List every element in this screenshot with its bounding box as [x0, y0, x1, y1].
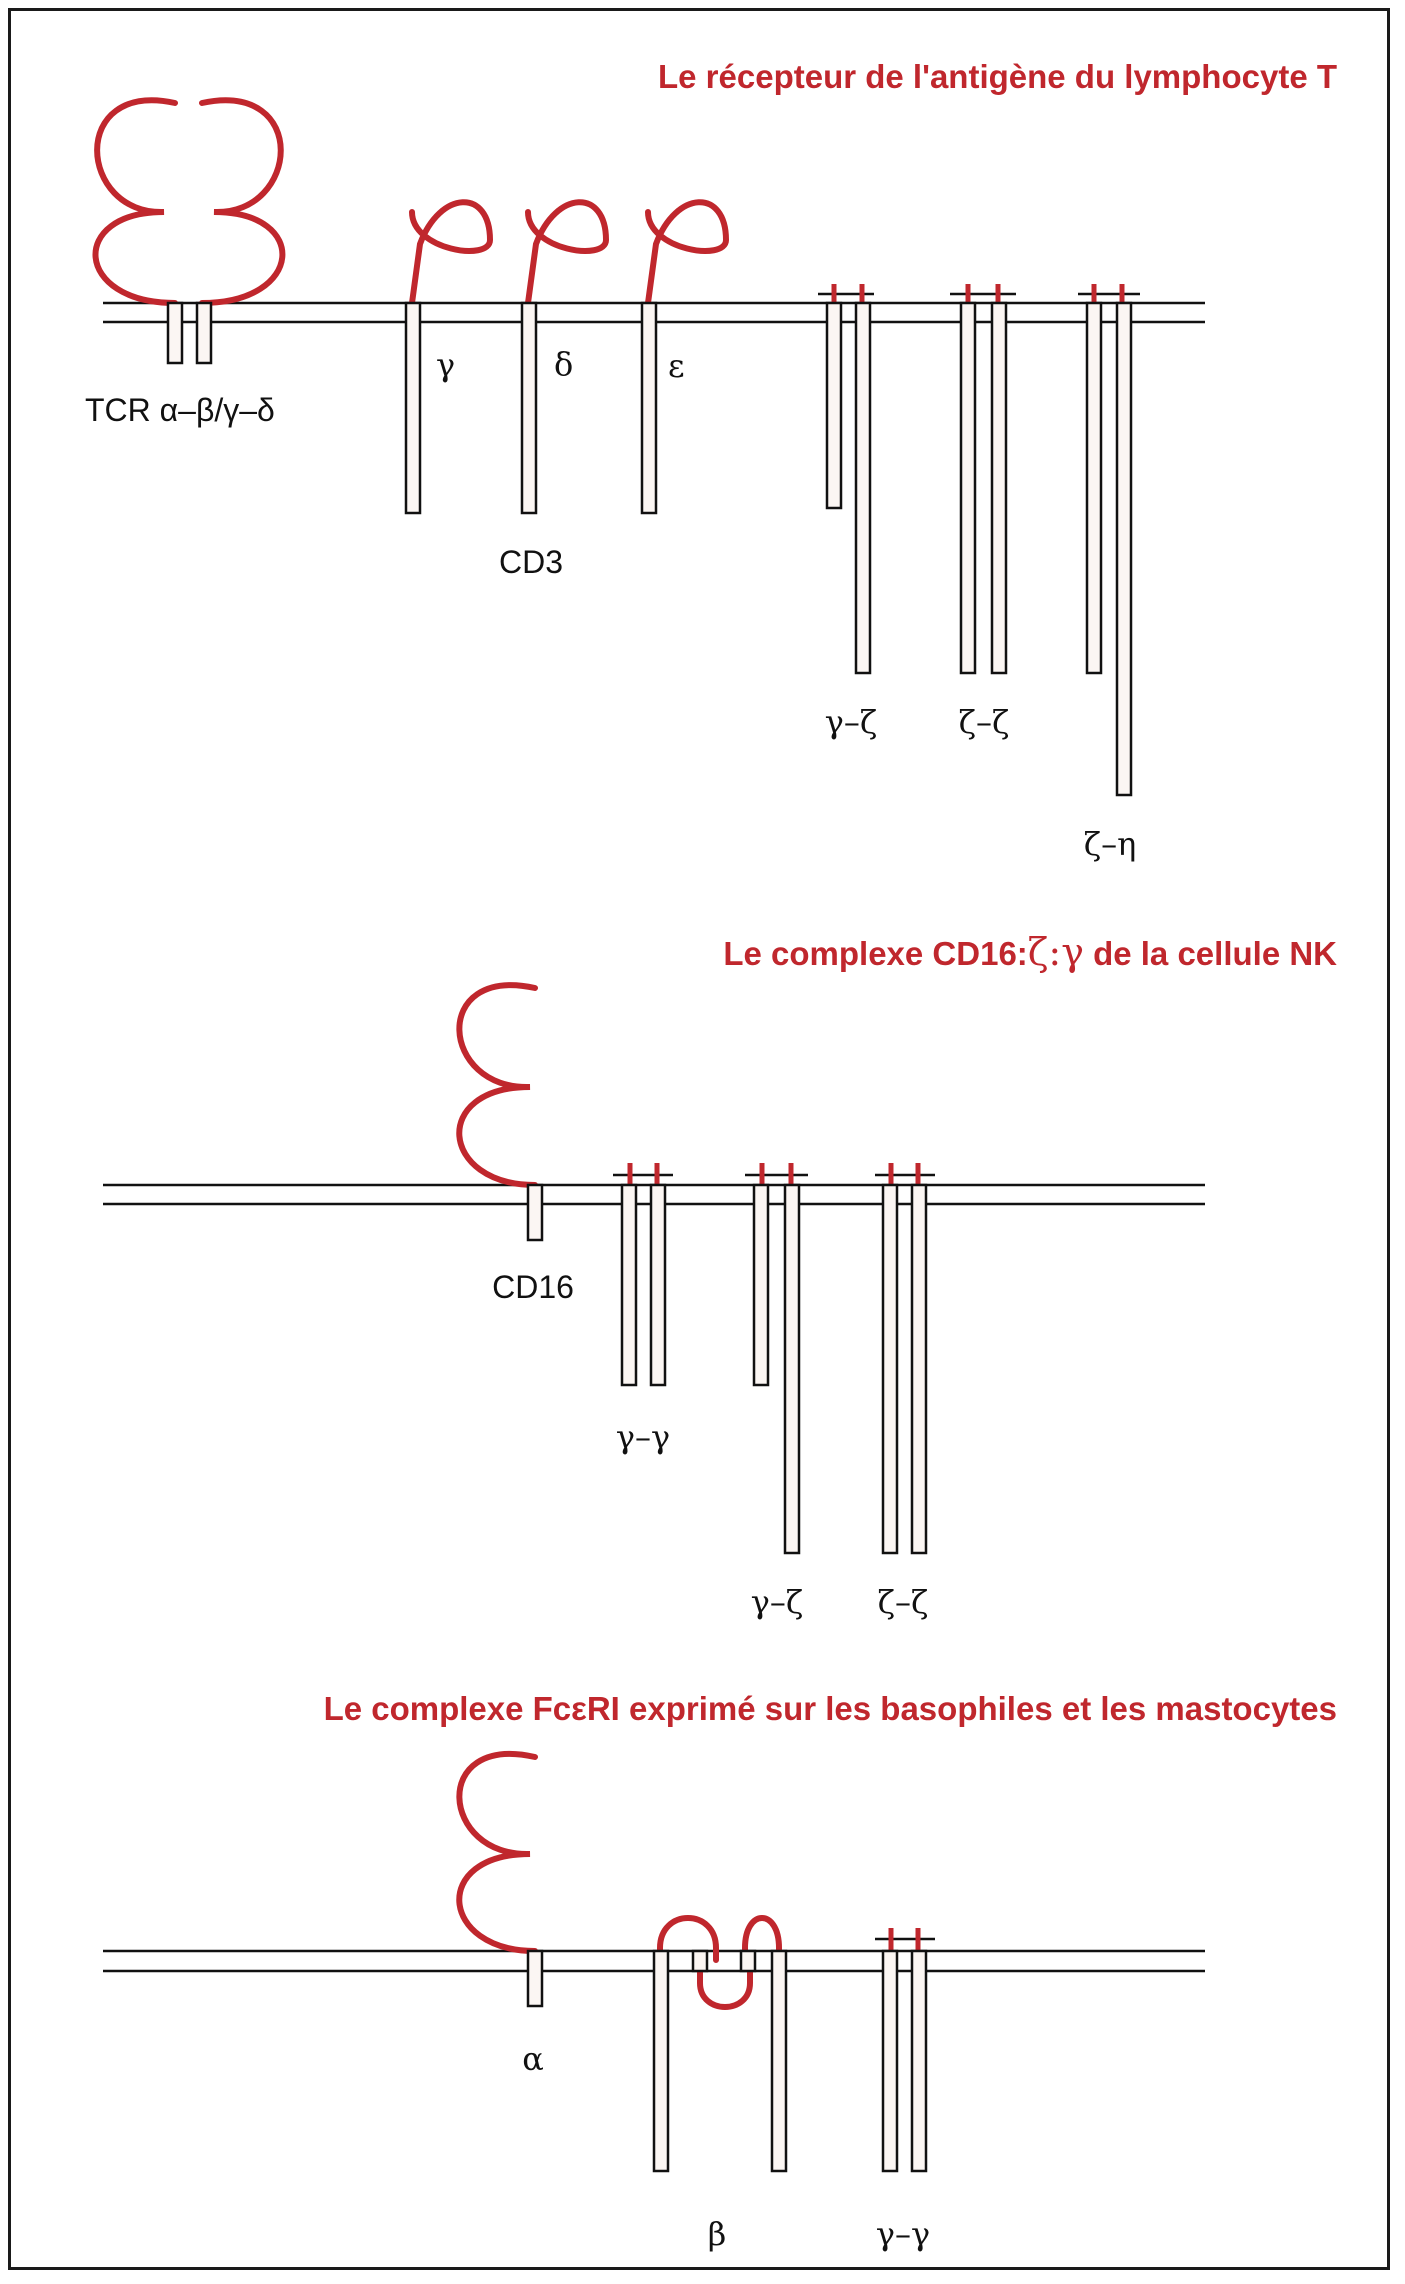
- cd3-delta-chain: [522, 303, 536, 513]
- fceri-beta-label: β: [707, 2215, 727, 2253]
- tcr-zeta-zeta-dimer: [950, 284, 1016, 673]
- fceri-alpha-ig-domains: [459, 1754, 535, 1951]
- fceri-gamma-gamma-label: γ–γ: [875, 2215, 931, 2253]
- tcr-alpha-chain: [168, 303, 182, 363]
- cd16-chain: [528, 1185, 542, 1240]
- tcr-zeta-zeta-label: ζ–ζ: [958, 703, 1010, 741]
- cd16-ig-domains: [459, 985, 535, 1185]
- gamma-chain: [622, 1185, 636, 1385]
- fceri-section-title: Le complexe FcεRI exprimé sur les basophiles et les mastocytes: [323, 1690, 1337, 1727]
- zeta-chain: [961, 303, 975, 673]
- fceri-alpha-chain: [528, 1951, 542, 2006]
- fceri-beta-chain-group: [654, 1918, 786, 2171]
- zeta-chain: [883, 1185, 897, 1553]
- zeta-chain: [1087, 303, 1101, 673]
- zeta-chain: [992, 303, 1006, 673]
- gamma-chain: [754, 1185, 768, 1385]
- tcr-label: TCR α–β/γ–δ: [85, 392, 275, 428]
- nk-gamma-gamma-dimer: [613, 1163, 673, 1385]
- cd16-receptor: [459, 985, 542, 1240]
- nk-gamma-gamma-label: γ–γ: [615, 1418, 671, 1456]
- nk-gamma-zeta-label: γ–ζ: [750, 1583, 804, 1621]
- tcr-alpha-ig-domains: [95, 100, 175, 303]
- tcr-beta-ig-domains: [202, 100, 282, 303]
- eta-chain: [1117, 303, 1131, 795]
- cd3-gamma-chain: [406, 303, 420, 513]
- cd3-epsilon-ig-domain: [648, 202, 726, 303]
- cd3-delta-label: δ: [554, 345, 574, 383]
- cd3-epsilon-label: ε: [668, 347, 685, 385]
- tcr-section-title: Le récepteur de l'antigène du lymphocyte T: [658, 58, 1337, 95]
- gamma-chain: [827, 303, 841, 508]
- cd3-gamma-label: γ: [436, 346, 456, 384]
- tcr-gamma-zeta-label: γ–ζ: [824, 703, 878, 741]
- section-nk: [103, 930, 1337, 1621]
- cd3-label: CD3: [498, 544, 564, 580]
- nk-zeta-zeta-dimer: [875, 1163, 935, 1553]
- gamma-chain: [883, 1951, 897, 2171]
- tcr-zeta-eta-label: ζ–η: [1083, 825, 1137, 863]
- tcr-gamma-zeta-dimer: [818, 284, 874, 673]
- cd16-label: CD16: [492, 1269, 574, 1305]
- fceri-alpha-chain-group: [459, 1754, 542, 2006]
- fceri-alpha-label: α: [522, 2040, 544, 2078]
- fceri-beta-tm-segment: [654, 1951, 668, 2171]
- gamma-chain: [651, 1185, 665, 1385]
- tcr-beta-chain: [197, 303, 211, 363]
- tcr-zeta-eta-dimer: [1078, 284, 1140, 795]
- tcr-heterodimer: [95, 100, 282, 363]
- nk-zeta-zeta-label: ζ–ζ: [877, 1583, 929, 1621]
- fceri-beta-tm-segment: [693, 1951, 707, 1971]
- fceri-beta-intracellular-loop: [700, 1971, 750, 2007]
- zeta-chain: [912, 1185, 926, 1553]
- fceri-gamma-gamma-dimer: [875, 1928, 935, 2171]
- nk-gamma-zeta-dimer: [745, 1163, 808, 1553]
- cd3-epsilon-chain: [642, 303, 656, 513]
- cd3-gamma-ig-domain: [412, 202, 490, 303]
- zeta-chain: [785, 1185, 799, 1553]
- fceri-beta-tm-segment: [772, 1951, 786, 2171]
- fceri-beta-tm-segment: [741, 1951, 755, 1971]
- section-tcr: [85, 58, 1337, 863]
- zeta-chain: [856, 303, 870, 673]
- nk-section-title: Le complexe CD16:ζ:γ de la cellule NK: [723, 930, 1337, 974]
- cd3-delta-ig-domain: [528, 202, 606, 303]
- section-fceri: [103, 1690, 1337, 2253]
- gamma-chain: [912, 1951, 926, 2171]
